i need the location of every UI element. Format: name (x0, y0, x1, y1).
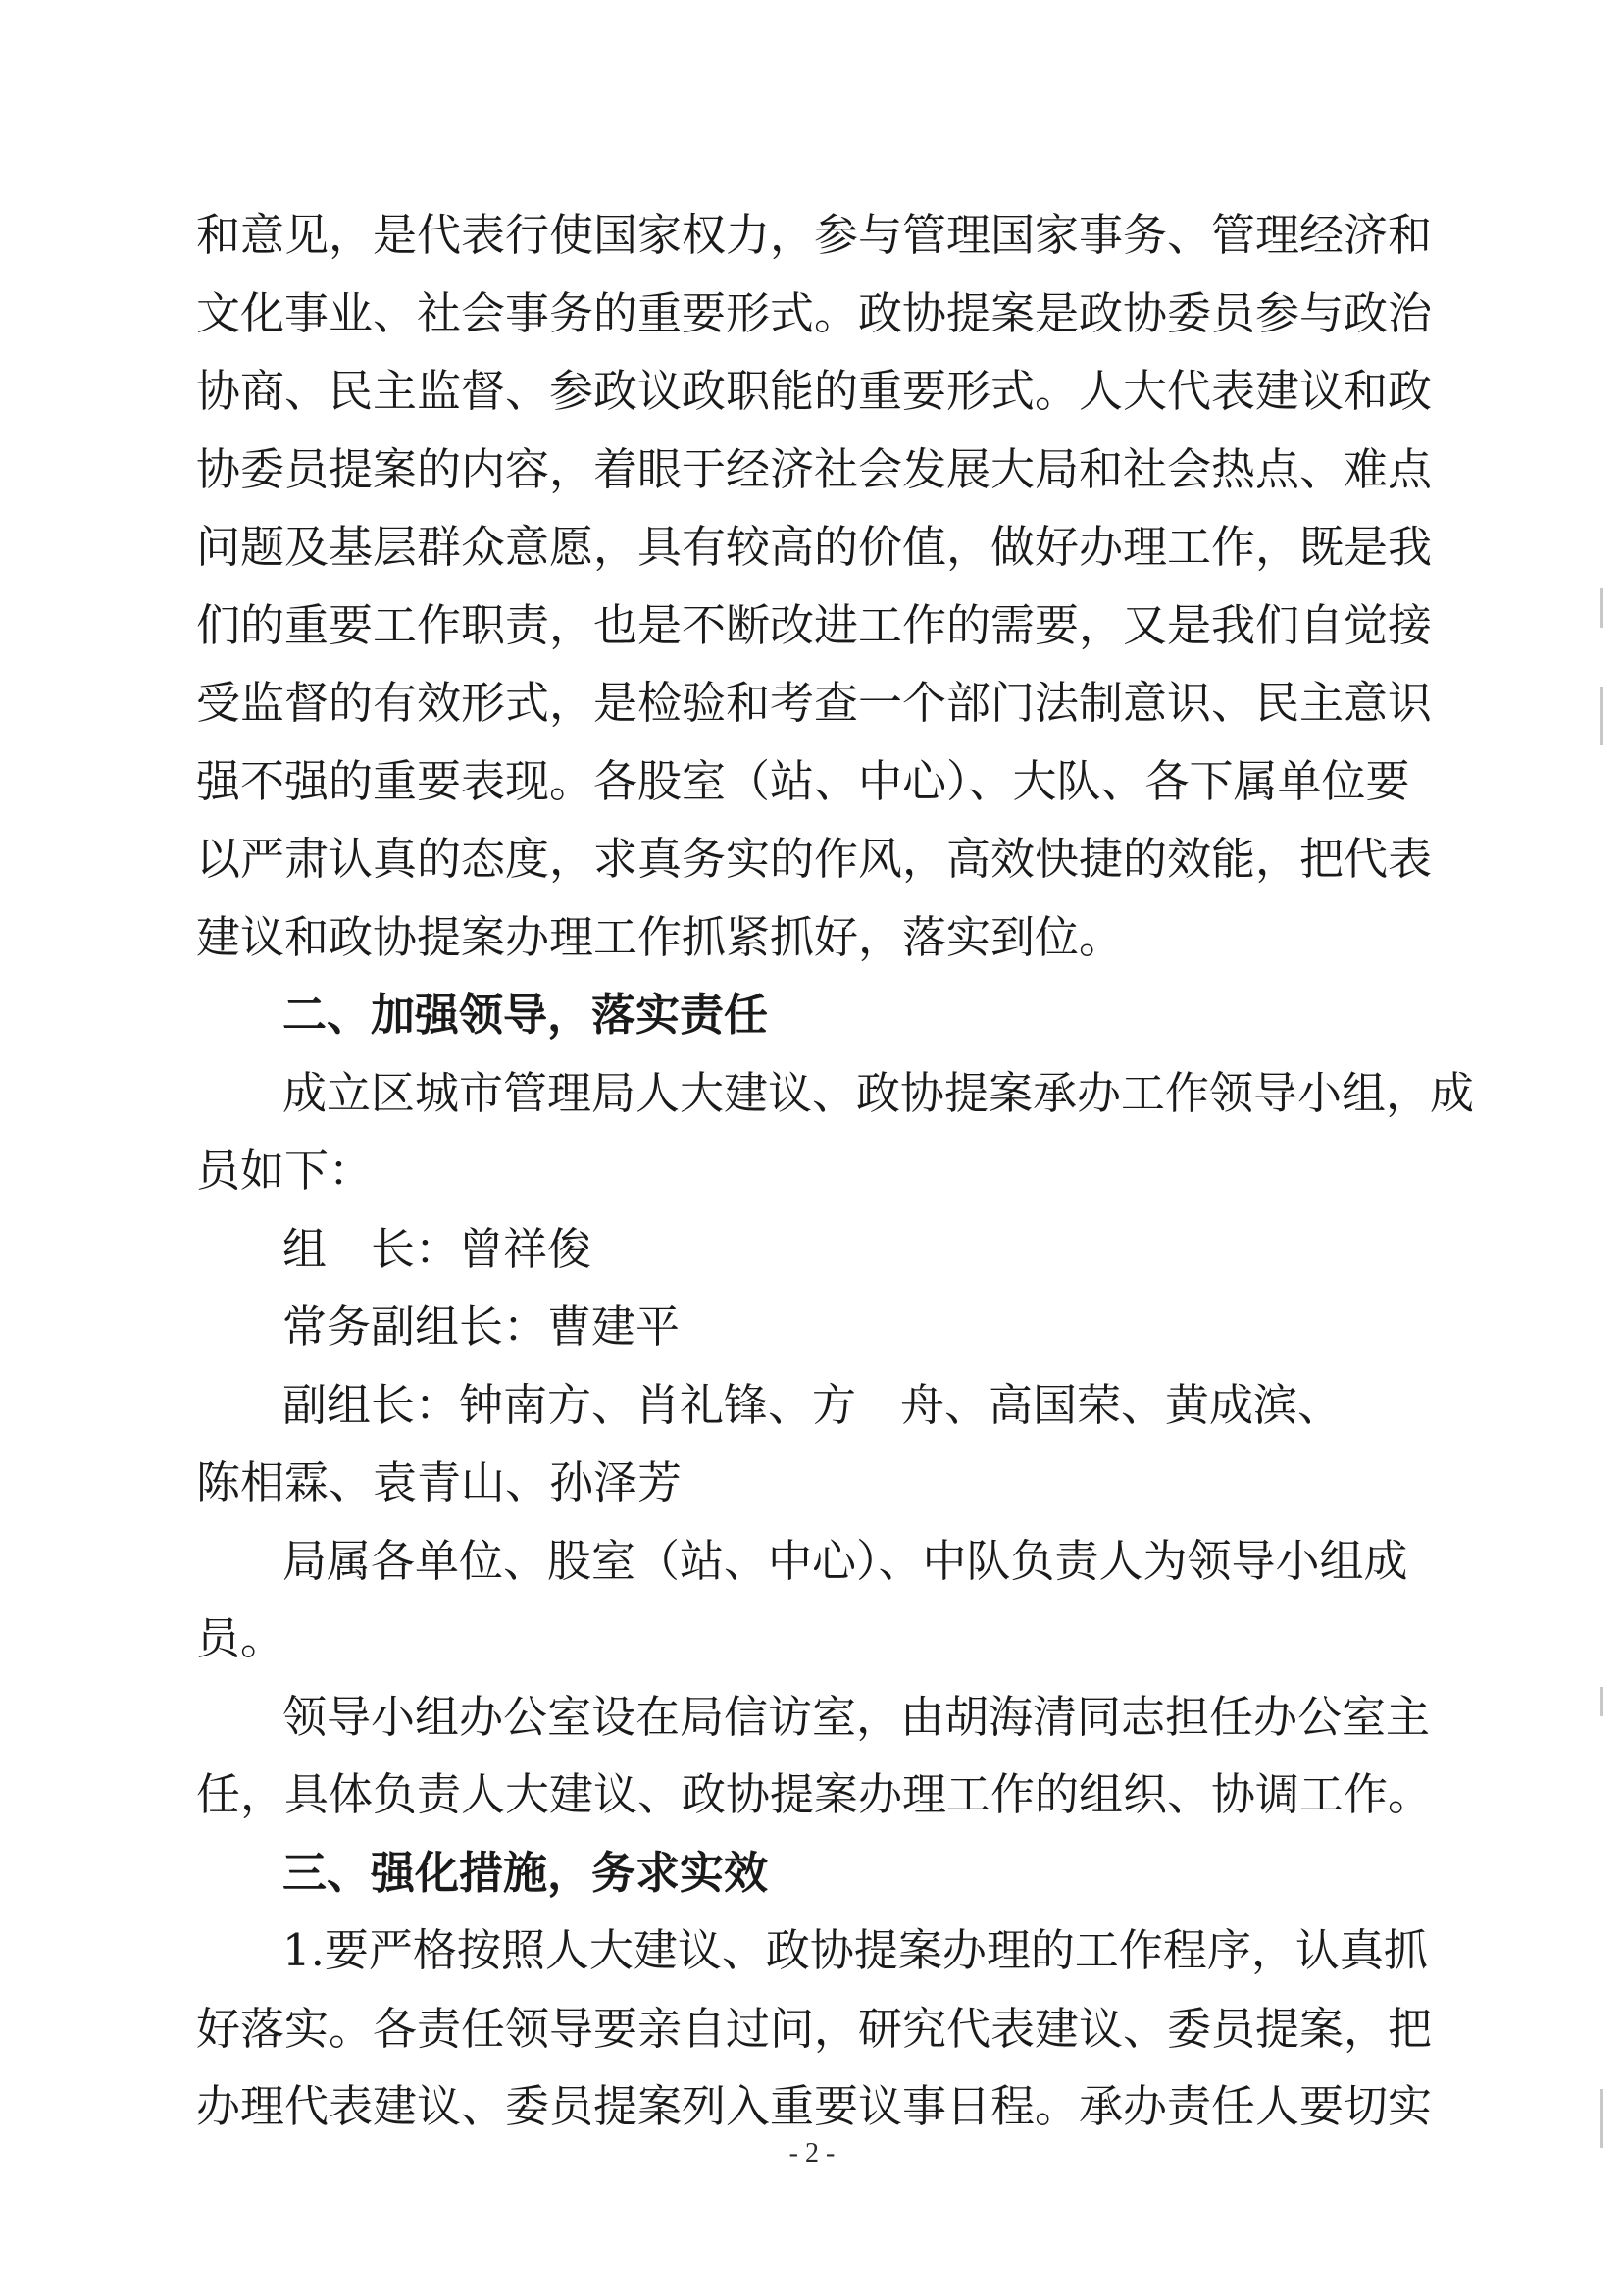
scan-artifact (1600, 687, 1603, 745)
paragraph-line: 们的重要工作职责，也是不断改进工作的需要，又是我们自觉接 (196, 598, 1433, 651)
section-heading-2: 二、加强领导，落实责任 (282, 989, 769, 1041)
paragraph-line: 局属各单位、股室（站、中心）、中队负责人为领导小组成 (282, 1534, 1408, 1587)
paragraph-line: 1.要严格按照人大建议、政协提案办理的工作程序，认真抓 (282, 1924, 1428, 1976)
document-body (196, 196, 1475, 2146)
paragraph-line: 办理代表建议、委员提案列入重要议事日程。承办责任人要切实 (196, 2080, 1433, 2132)
group-leader-line: 组 长：曾祥俊 (282, 1222, 592, 1275)
paragraph-line: 问题及基层群众意愿，具有较高的价值，做好办理工作，既是我 (196, 521, 1433, 573)
paragraph-line: 文化事业、社会事务的重要形式。政协提案是政协委员参与政治 (196, 286, 1433, 339)
executive-deputy-leader-line: 常务副组长：曹建平 (282, 1300, 681, 1352)
paragraph-line: 以严肃认真的态度，求真务实的作风，高效快捷的效能，把代表 (196, 833, 1433, 885)
paragraph-line: 协商、民主监督、参政议政职能的重要形式。人大代表建议和政 (196, 365, 1433, 417)
paragraph-line: 任，具体负责人大建议、政协提案办理工作的组织、协调工作。 (196, 1768, 1433, 1820)
paragraph-line: 强不强的重要表现。各股室（站、中心）、大队、各下属单位要 (196, 754, 1410, 807)
paragraph-line: 受监督的有效形式，是检验和考查一个部门法制意识、民主意识 (196, 677, 1433, 729)
paragraph-line: 和意见，是代表行使国家权力，参与管理国家事务、管理经济和 (196, 209, 1433, 261)
deputy-leaders-line: 副组长：钟南方、肖礼锋、方 舟、高国荣、黄成滨、 (282, 1378, 1343, 1431)
scan-artifact (1600, 2089, 1603, 2148)
paragraph-line: 员如下： (196, 1145, 374, 1197)
scan-artifact (1600, 1687, 1603, 1716)
paragraph-line: 好落实。各责任领导要亲自过问，研究代表建议、委员提案，把 (196, 2002, 1433, 2055)
section-heading-3: 三、强化措施，务求实效 (282, 1846, 769, 1899)
paragraph-line: 协委员提案的内容，着眼于经济社会发展大局和社会热点、难点 (196, 442, 1433, 495)
deputy-leaders-line-cont: 陈相霖、袁青山、孙泽芳 (196, 1456, 683, 1508)
paragraph-line: 领导小组办公室设在局信访室，由胡海清同志担任办公室主 (282, 1690, 1431, 1743)
page-number: - 2 - (788, 2138, 836, 2168)
scan-artifact (1600, 588, 1603, 628)
paragraph-line: 建议和政协提案办理工作抓紧抓好，落实到位。 (196, 910, 1124, 963)
paragraph-line: 员。 (196, 1612, 285, 1664)
paragraph-line: 成立区城市管理局人大建议、政协提案承办工作领导小组，成 (282, 1066, 1475, 1119)
